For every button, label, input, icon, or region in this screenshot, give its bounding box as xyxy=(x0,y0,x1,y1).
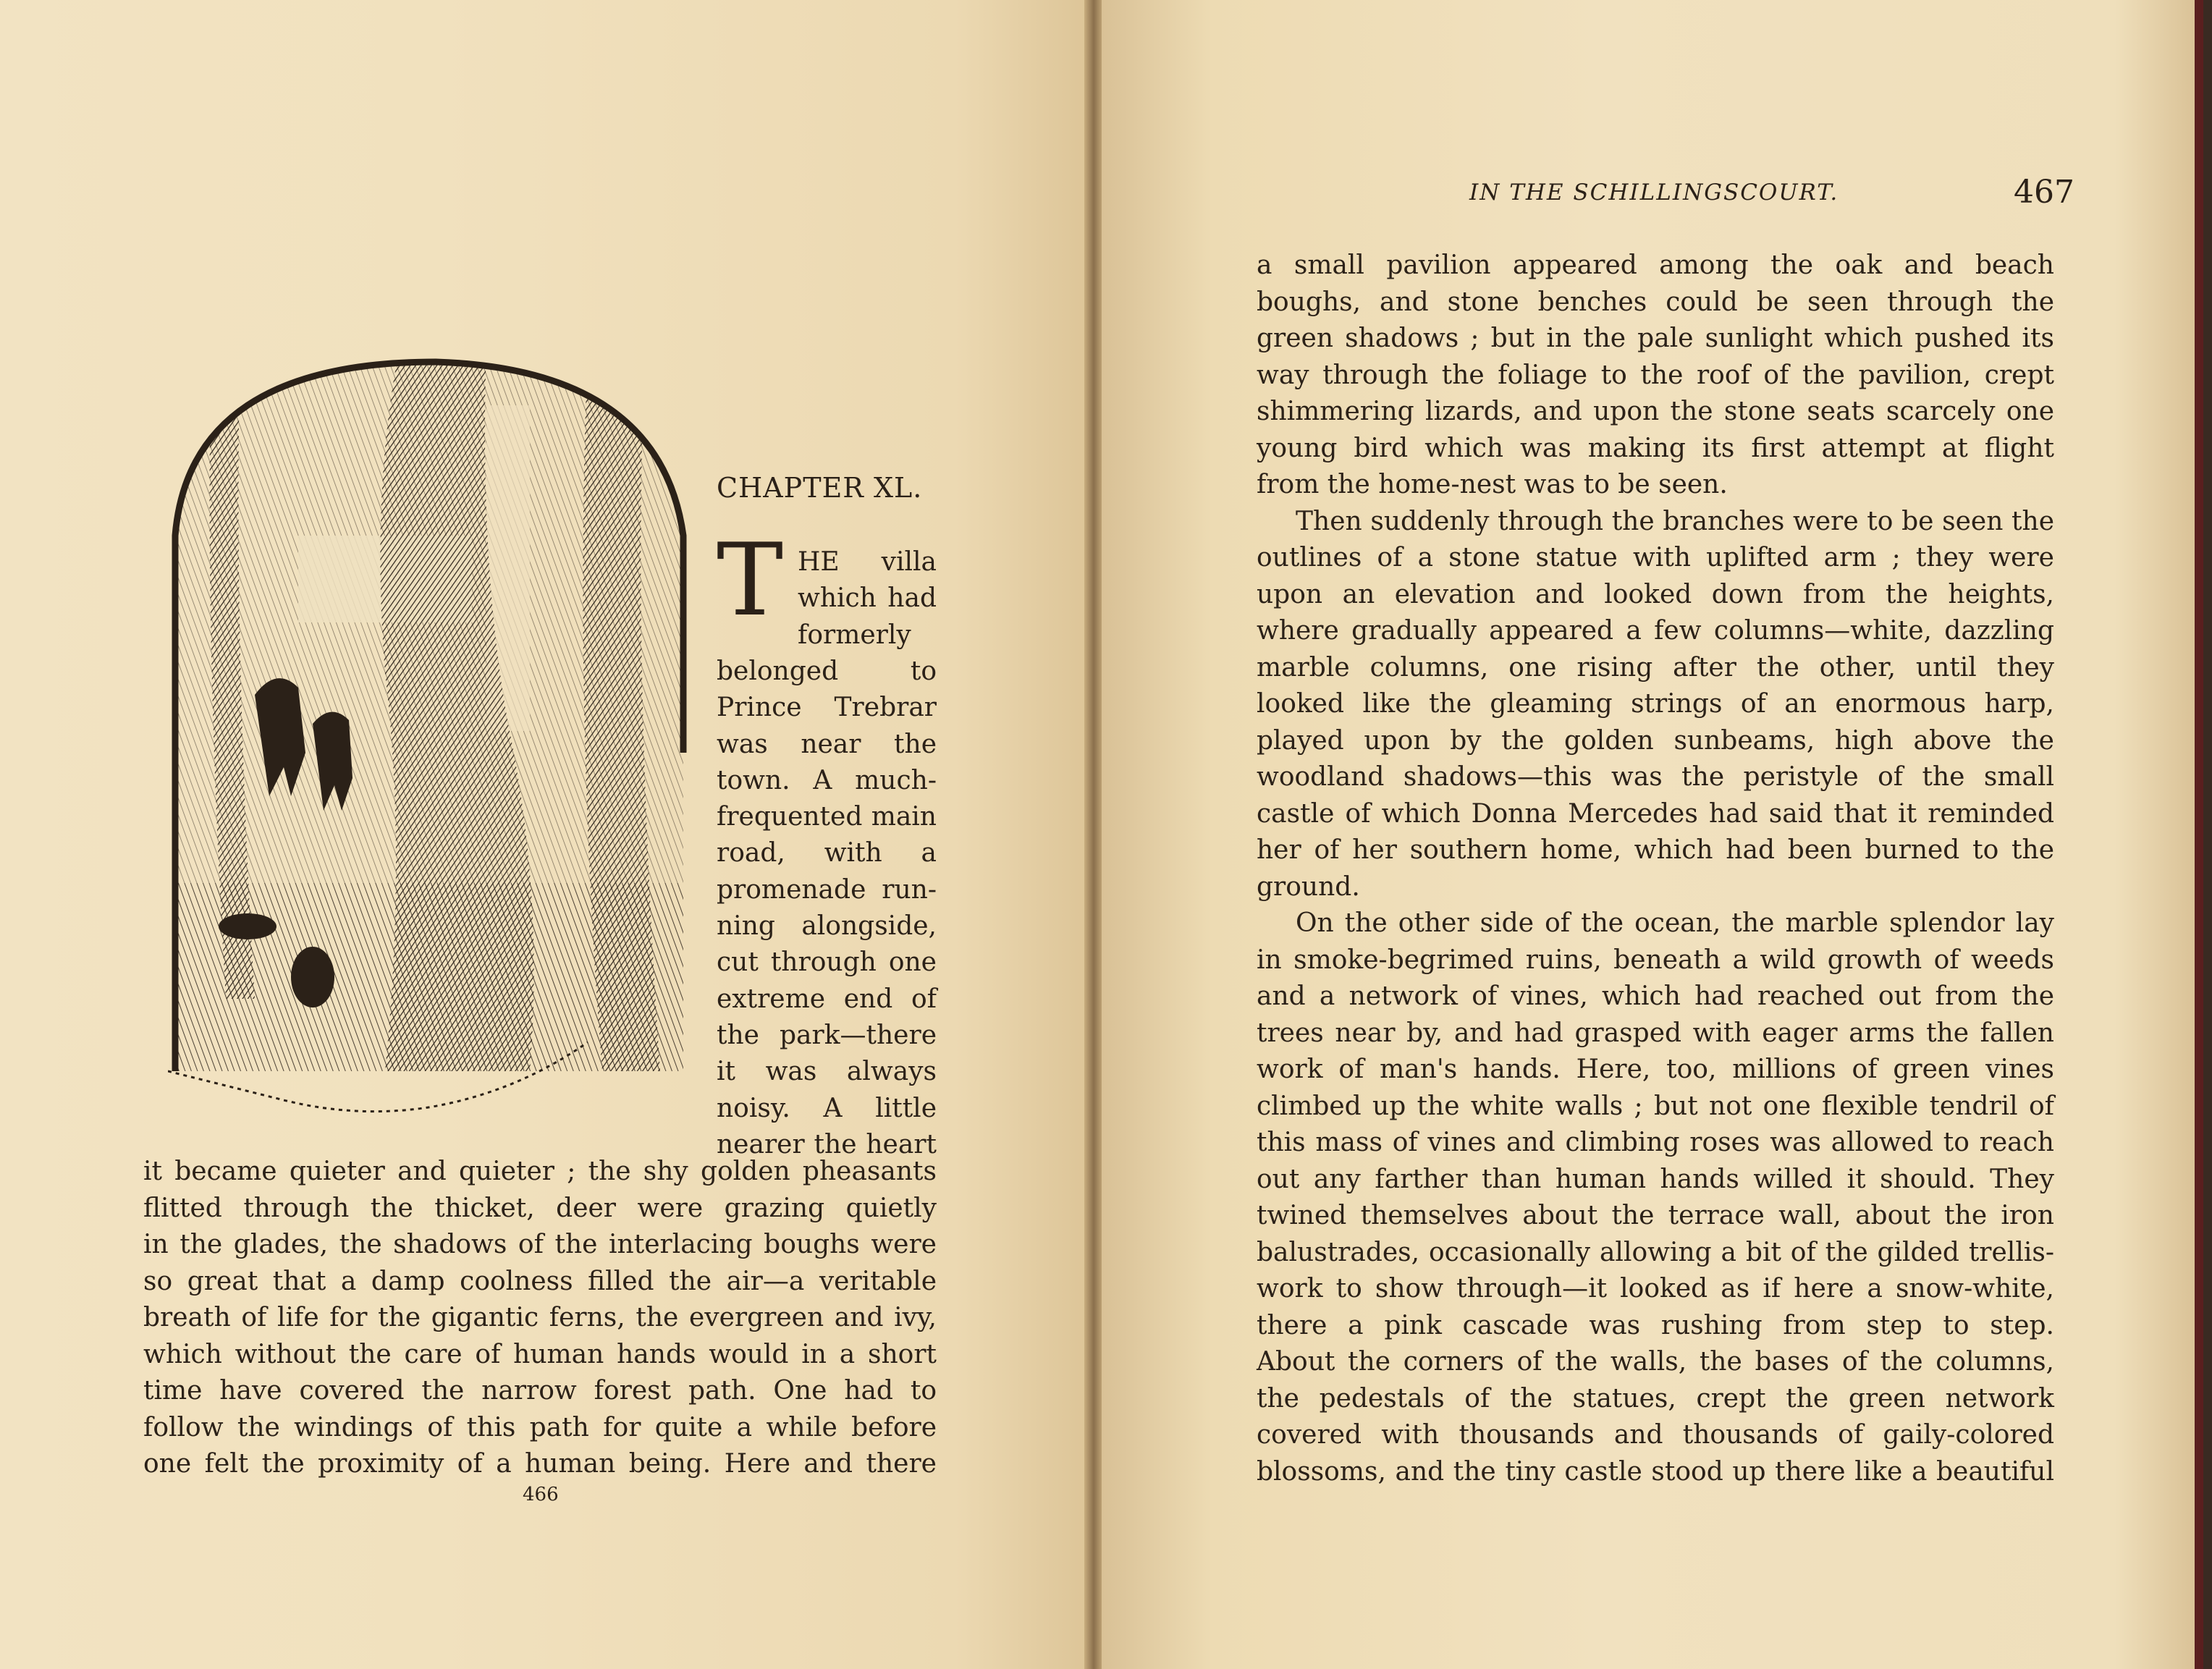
text-line: boughs, and stone benches could be seen through the xyxy=(1257,287,2054,317)
text-line: it became quieter and quieter ; the shy golden pheasants xyxy=(143,1157,937,1186)
text-line: time have covered the narrow forest path. One had to xyxy=(143,1376,937,1406)
text-line: marble columns, one rising after the other, until they xyxy=(1257,652,2054,683)
text-line: looked like the gleaming strings of an enormous harp, xyxy=(1257,689,2054,719)
text-line: her of her southern home, which had been burned to the xyxy=(1257,835,2054,865)
text-line: where gradually appeared a few columns—white, dazzling xyxy=(1257,616,2054,646)
text-line: town. A much- xyxy=(717,765,937,795)
text-line: follow the windings of this path for quite a while before xyxy=(143,1412,937,1442)
text-line: ning alongside, xyxy=(717,911,937,941)
text-line: outlines of a stone statue with uplifted arm ; they were xyxy=(1257,543,2054,572)
text-line: young bird which was making its first attempt at flight xyxy=(1257,433,2054,463)
text-line: flitted through the thicket, deer were grazing quietly xyxy=(143,1193,937,1223)
text-line: Prince Trebrar xyxy=(717,693,937,723)
text-line: which had xyxy=(798,583,937,614)
text-line: and a network of vines, which had reached out from the xyxy=(1257,981,2054,1011)
text-line: green shadows ; but in the pale sunlight which pushed its xyxy=(1257,324,2054,353)
chapter-title: CHAPTER XL. xyxy=(717,472,923,504)
text-line: About the corners of the walls, the bases of the columns, xyxy=(1257,1347,2054,1377)
text-line: out any farther than human hands willed it should. They xyxy=(1257,1164,2054,1194)
text-line: promenade run- xyxy=(717,874,937,905)
text-line: road, with a xyxy=(717,838,937,869)
text-line: ground. xyxy=(1257,871,1360,902)
text-line: in the glades, the shadows of the interlacing boughs were xyxy=(143,1230,937,1259)
text-line: belonged to xyxy=(717,656,937,686)
text-line: woodland shadows—this was the peristyle of the small xyxy=(1257,762,2054,792)
text-line: On the other side of the ocean, the marble splendor lay xyxy=(1296,908,2054,938)
text-line: played upon by the golden sunbeams, high above the xyxy=(1257,725,2054,756)
page-number-right: 467 xyxy=(2014,174,2074,211)
text-line: in smoke-begrimed ruins, beneath a wild growth of weeds xyxy=(1257,945,2054,975)
forest-illustration xyxy=(168,347,689,1136)
text-line: upon an elevation and looked down from the heights, xyxy=(1257,579,2054,609)
text-line: work of man's hands. Here, too, millions of green vines xyxy=(1257,1055,2054,1084)
text-line: nearer the heart xyxy=(717,1129,937,1159)
text-line: balustrades, occasionally allowing a bit of the gilded trellis- xyxy=(1257,1237,2054,1267)
text-line: a small pavilion appeared among the oak and beach xyxy=(1257,250,2054,280)
text-line: castle of which Donna Mercedes had said that it reminded xyxy=(1257,798,2054,829)
text-line: HE villa xyxy=(798,547,937,577)
text-line: breath of life for the gigantic ferns, the evergreen and ivy, xyxy=(143,1303,937,1332)
text-line: extreme end of xyxy=(717,984,937,1014)
drop-cap: T xyxy=(717,522,784,638)
text-line: this mass of vines and climbing roses was allowed to reach xyxy=(1257,1128,2054,1157)
text-line: shimmering lizards, and upon the stone seats scarcely one xyxy=(1257,397,2054,426)
text-line: was near the xyxy=(717,729,937,759)
text-line: noisy. A little xyxy=(717,1093,937,1123)
text-line: so great that a damp coolness filled the air—a veritable xyxy=(143,1266,937,1296)
text-line: one felt the proximity of a human being. Here and there xyxy=(143,1449,937,1479)
text-line: climbed up the white walls ; but not one flexible tendril of xyxy=(1257,1091,2054,1121)
text-line: formerly xyxy=(798,620,911,650)
text-line: the park—there xyxy=(717,1020,937,1050)
text-line: twined themselves about the terrace wall, about the iron xyxy=(1257,1201,2054,1230)
text-line: the pedestals of the statues, crept the green network xyxy=(1257,1383,2054,1414)
text-line: trees near by, and had grasped with eager arms the fallen xyxy=(1257,1018,2054,1048)
cover-edge xyxy=(2195,0,2203,1669)
text-line: way through the foliage to the roof of the pavilion, crept xyxy=(1257,360,2054,390)
page-number-left: 466 xyxy=(523,1484,559,1505)
text-line: which without the care of human hands would in a short xyxy=(143,1339,937,1369)
text-line: work to show through—it looked as if here a snow-white, xyxy=(1257,1274,2054,1303)
running-head: IN THE SCHILLINGSCOURT. xyxy=(1469,179,1839,206)
text-line: from the home-nest was to be seen. xyxy=(1257,470,1728,499)
text-line: blossoms, and the tiny castle stood up there like a beautiful xyxy=(1257,1456,2054,1487)
book-gutter xyxy=(1084,0,1103,1669)
text-line: cut through one xyxy=(717,947,937,978)
text-line: there a pink cascade was rushing from step to step. xyxy=(1257,1310,2054,1340)
text-line: Then suddenly through the branches were to be seen the xyxy=(1296,506,2054,536)
text-line: frequented main xyxy=(717,802,937,832)
text-line: it was always xyxy=(717,1057,937,1087)
text-line: covered with thousands and thousands of gaily-colored xyxy=(1257,1420,2054,1450)
